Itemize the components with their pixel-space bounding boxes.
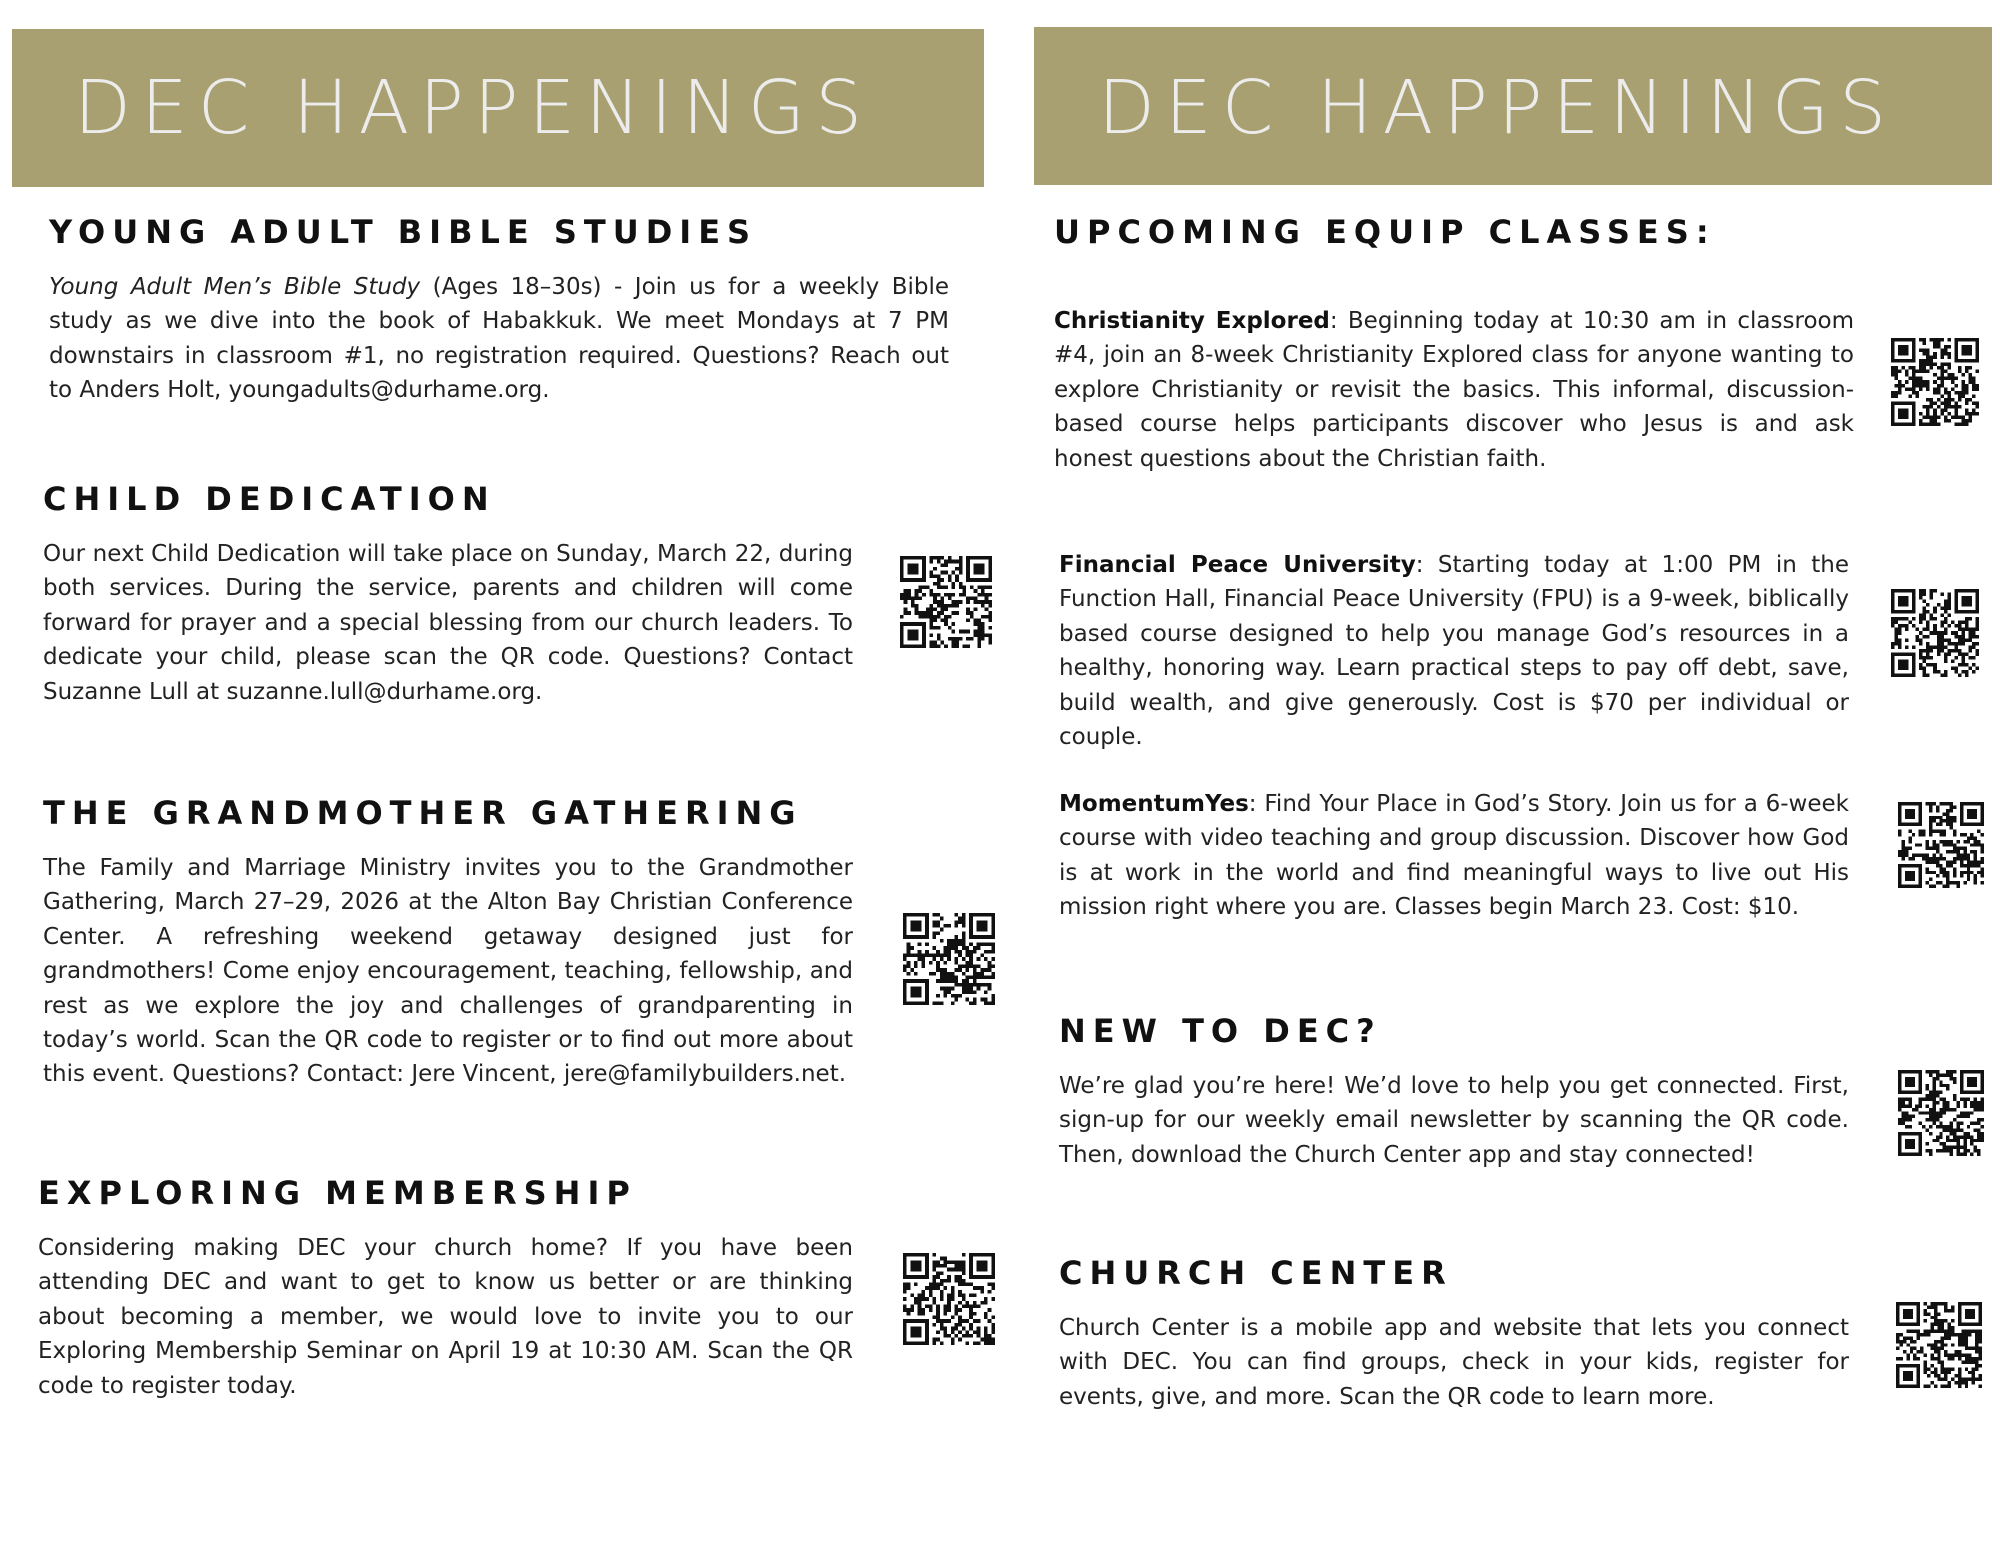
grandmother-heading: THE GRANDMOTHER GATHERING <box>43 794 803 832</box>
qr-code-icon[interactable] <box>1896 1302 1982 1388</box>
church-center-heading: CHURCH CENTER <box>1059 1254 1453 1292</box>
young-adult-text: (Ages 18–30s) - Join us for a weekly Bible study as we dive into the book of Habakkuk. We meet Mondays at 7 PM downstairs in classroom #1, no registration required. Questions? Reach out to Anders Holt, youngadults@durhame.org. <box>49 274 949 404</box>
fpu-body <box>1059 548 1849 754</box>
qr-code-icon[interactable] <box>1891 338 1979 426</box>
new-to-dec-body: We’re glad you’re here! We’d love to help you get connected. First, sign-up for our weekly email newsletter by scanning the QR code. Then, download the Church Center app and stay connected! <box>1059 1073 1849 1168</box>
new-to-dec-heading: NEW TO DEC? <box>1059 1012 1382 1050</box>
christianity-explored-text: : Beginning today at 10:30 am in classroom #4, join an 8-week Christianity Explored class for anyone wanting to explore Christianity or revisit the basics. This informal, discussion-based course helps participants discover who Jesus is and ask honest questions about the Christian faith. <box>1054 308 1854 472</box>
new-to-dec-section <box>1059 1012 1849 1172</box>
grandmother-body: The Family and Marriage Ministry invites you to the Grandmother Gathering, March 27–29, 2026 at the Alton Bay Christian Conference Center. A refreshing weekend getaway designed just for grandmothers! Come enjoy encouragement, teaching, fellowship, and rest as we explore the joy and challenges of grandparenting in today’s world. Scan the QR code to register or to find out more about this event. Questions? Contact: Jere Vincent, jere@familybuilders.net. <box>43 855 853 1088</box>
equip-heading: UPCOMING EQUIP CLASSES: <box>1054 213 1716 251</box>
fpu-section <box>1059 548 1849 754</box>
grandmother-section <box>43 794 853 1092</box>
qr-code-icon[interactable] <box>1898 802 1984 888</box>
momentum-body <box>1059 787 1849 925</box>
membership-heading: EXPLORING MEMBERSHIP <box>38 1174 637 1212</box>
child-dedication-section <box>43 480 853 709</box>
left-banner <box>12 29 984 187</box>
qr-code-icon[interactable] <box>1891 589 1979 677</box>
young-adult-section <box>49 213 949 408</box>
child-dedication-body: Our next Child Dedication will take place on Sunday, March 22, during both services. During the service, parents and children will come forward for prayer and a special blessing from our church leaders. To dedicate your child, please scan the QR code. Questions? Contact Suzanne Lull at suzanne.lull@durhame.org. <box>43 541 853 705</box>
momentum-title: MomentumYes <box>1059 791 1249 817</box>
membership-section <box>38 1174 853 1403</box>
fpu-title: Financial Peace University <box>1059 552 1416 578</box>
left-banner-title: DEC HAPPENINGS <box>74 65 873 151</box>
church-center-section <box>1059 1254 1849 1414</box>
church-center-body: Church Center is a mobile app and website that lets you connect with DEC. You can find groups, check in your kids, register for events, give, and more. Scan the QR code to learn more. <box>1059 1315 1849 1410</box>
momentum-section <box>1059 787 1849 925</box>
fpu-text: : Starting today at 1:00 PM in the Function Hall, Financial Peace University (FPU) is a 9-week, biblically based course designed to help you manage God’s resources in a healthy, honoring way. Learn practical steps to pay off debt, save, build wealth, and give generously. Cost is $70 per individual or couple. <box>1059 552 1849 751</box>
qr-code-icon[interactable] <box>903 913 995 1005</box>
young-adult-heading: YOUNG ADULT BIBLE STUDIES <box>49 213 758 251</box>
christianity-explored-title: Christianity Explored <box>1054 308 1330 334</box>
equip-section <box>1054 213 1854 476</box>
qr-code-icon[interactable] <box>903 1253 995 1345</box>
right-banner-title: DEC HAPPENINGS <box>1098 65 1897 151</box>
right-banner <box>1034 27 1992 185</box>
christianity-explored-body <box>1054 304 1854 476</box>
qr-code-icon[interactable] <box>1898 1070 1984 1156</box>
membership-body: Considering making DEC your church home? If you have been attending DEC and want to get to know us better or are thinking about becoming a member, we would love to invite you to our Exploring Membership Seminar on April 19 at 10:30 AM. Scan the QR code to register today. <box>38 1235 853 1399</box>
young-adult-body <box>49 270 949 408</box>
young-adult-title: Young Adult Men’s Bible Study <box>49 274 421 300</box>
qr-code-icon[interactable] <box>900 556 992 648</box>
child-dedication-heading: CHILD DEDICATION <box>43 480 496 518</box>
momentum-text: : Find Your Place in God’s Story. Join us for a 6-week course with video teaching and group discussion. Discover how God is at work in the world and find meaningful ways to live out His mission right where you are. Classes begin March 23. Cost: $10. <box>1059 791 1849 921</box>
